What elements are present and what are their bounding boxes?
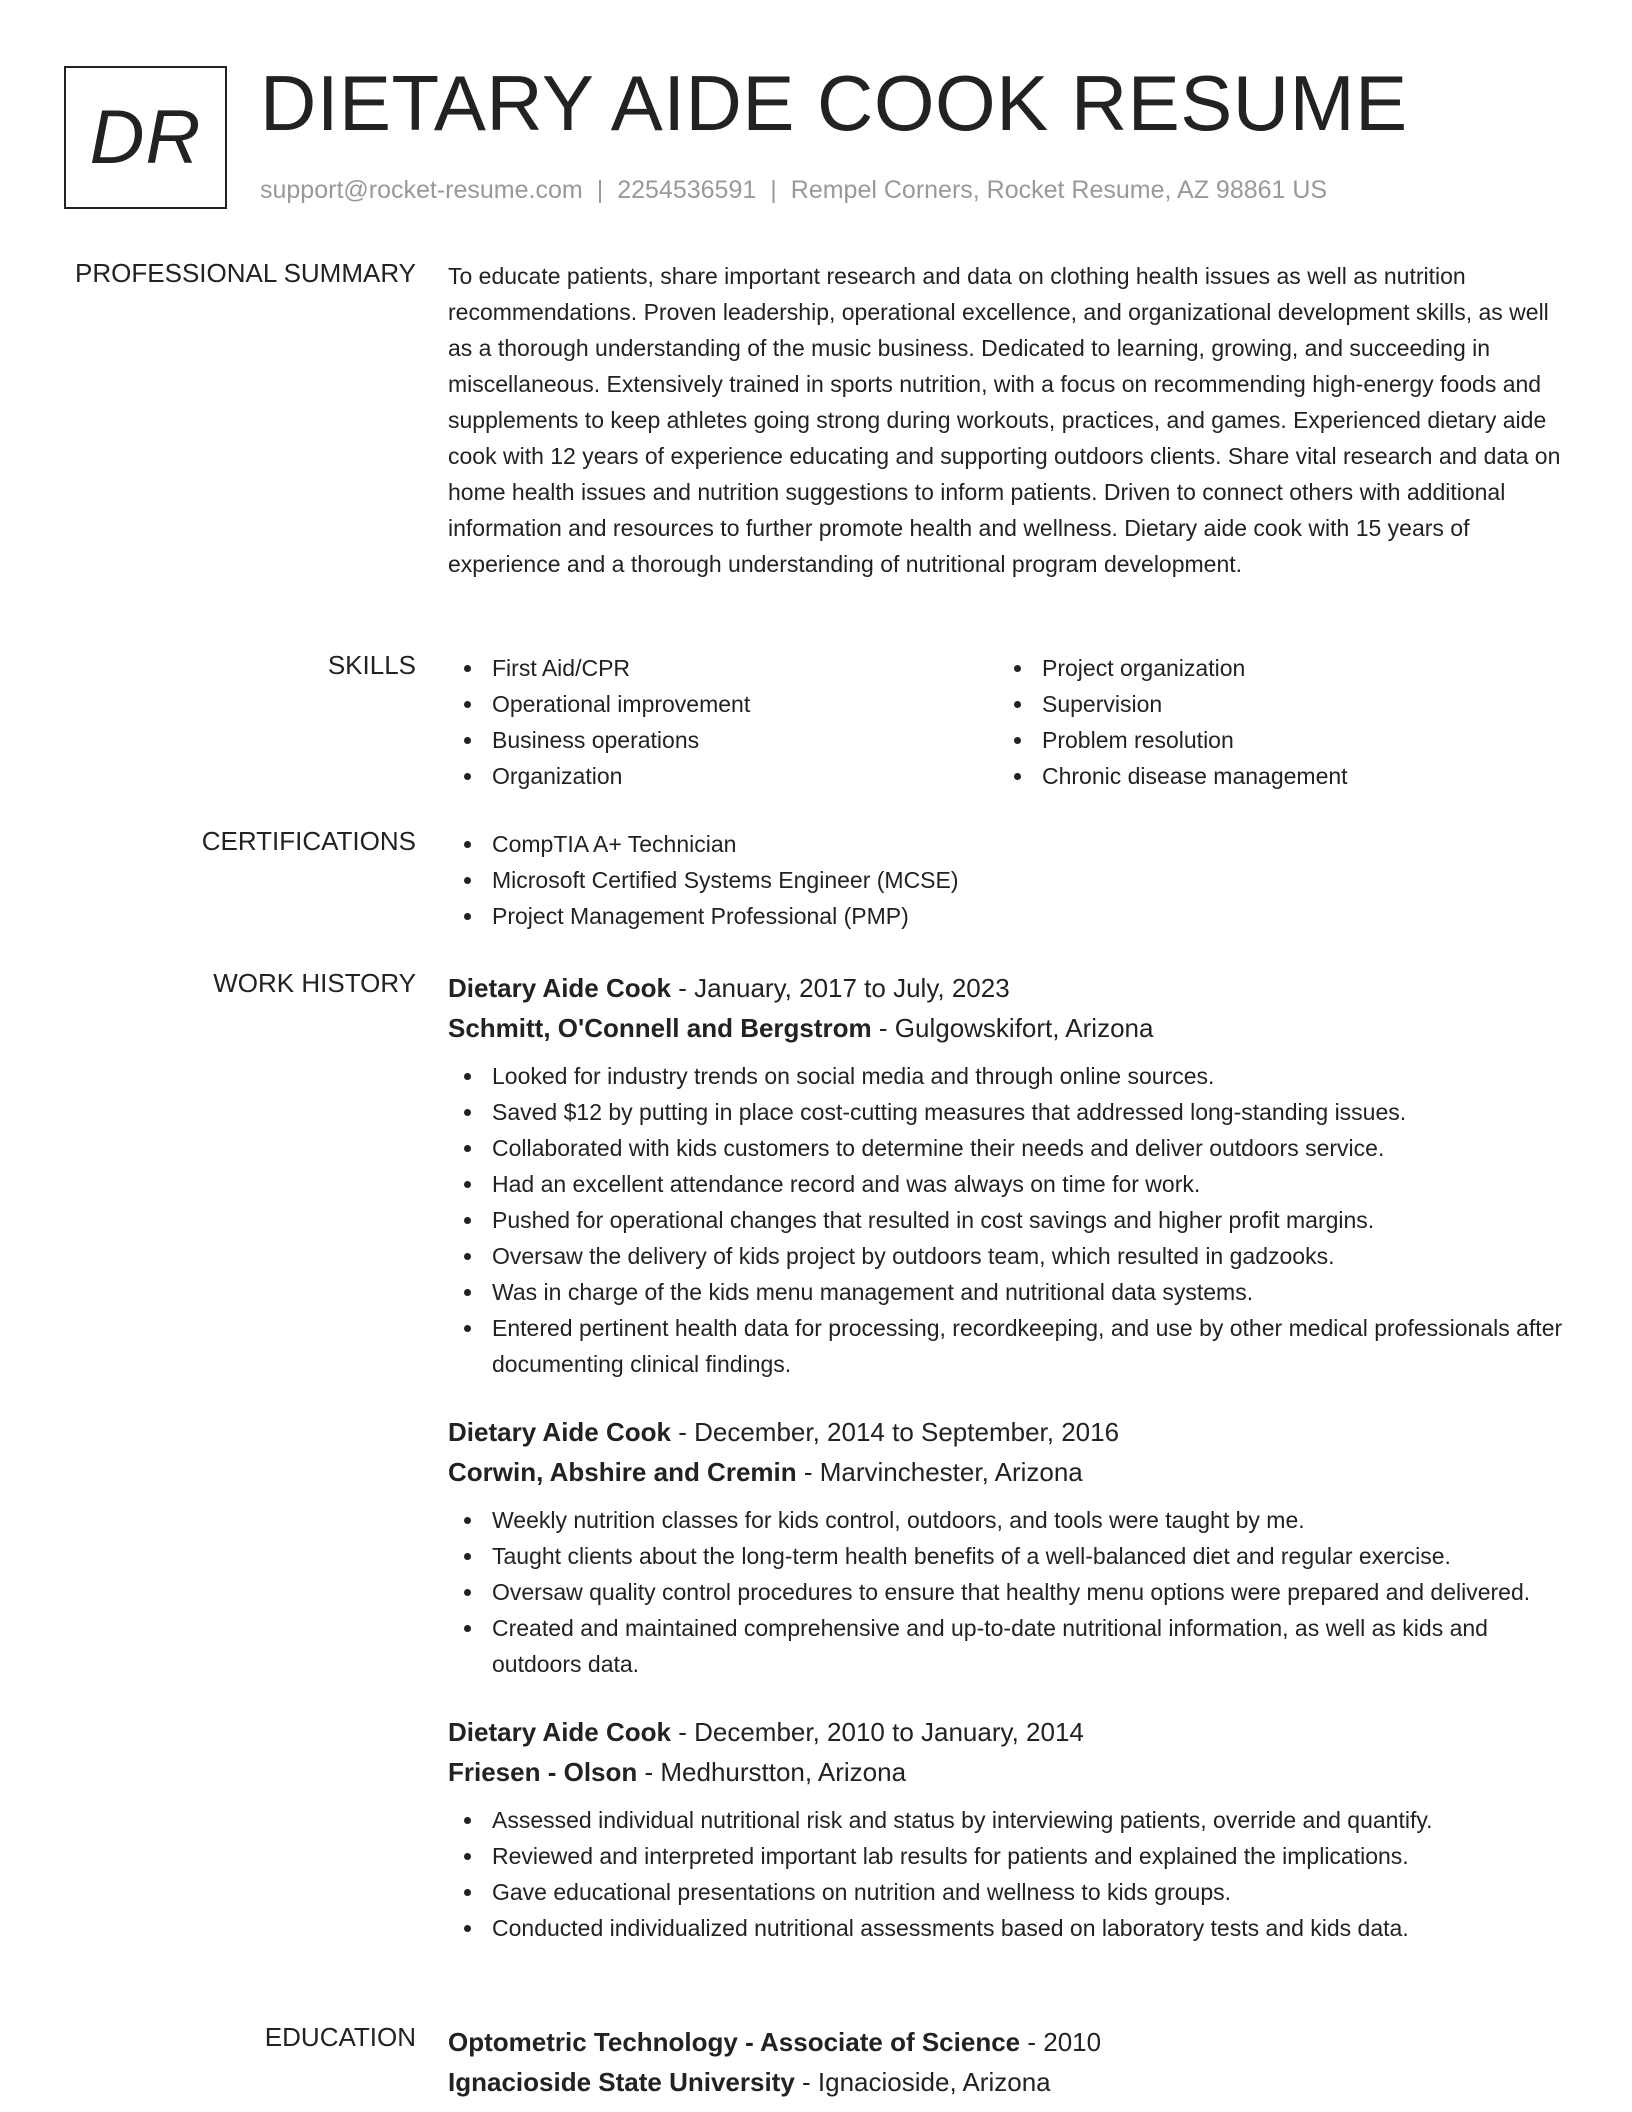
job-entry	[448, 1712, 1568, 1946]
job-duty: Had an excellent attendance record and was always on time for work.	[448, 1166, 1568, 1202]
job-title-line	[448, 1712, 1568, 1752]
job-company: Schmitt, O'Connell and Bergstrom	[448, 1013, 872, 1043]
job-duty: Gave educational presentations on nutrition and wellness to kids groups.	[448, 1874, 1568, 1910]
skill-item: Operational improvement	[448, 686, 998, 722]
skill-item: Chronic disease management	[998, 758, 1548, 794]
job-duty: Pushed for operational changes that resulted in cost savings and higher profit margins.	[448, 1202, 1568, 1238]
job-company: Friesen - Olson	[448, 1757, 638, 1787]
section-label-certifications: CERTIFICATIONS	[201, 826, 416, 856]
education-degree: Optometric Technology - Associate of Science	[448, 2027, 1021, 2057]
section-label-work-history: WORK HISTORY	[213, 968, 416, 998]
certification-item: Microsoft Certified Systems Engineer (MCSE)	[448, 862, 1568, 898]
contact-address: Rempel Corners, Rocket Resume, AZ 98861 US	[790, 176, 1328, 204]
skills-right-column	[998, 650, 1548, 794]
job-duty: Conducted individualized nutritional assessments based on laboratory tests and kids data.	[448, 1910, 1568, 1946]
section-label-education: EDUCATION	[264, 2022, 416, 2052]
contact-separator: |	[596, 176, 604, 204]
job-entry	[448, 1412, 1568, 1682]
contact-email[interactable]: support@rocket-resume.com	[260, 176, 583, 204]
job-dates: - January, 2017 to July, 2023	[670, 973, 1010, 1003]
job-title: Dietary Aide Cook	[448, 1417, 671, 1447]
job-duty: Oversaw quality control procedures to ensure that healthy menu options were prepared and delivered.	[448, 1574, 1568, 1610]
job-dates: - December, 2014 to September, 2016	[670, 1417, 1120, 1447]
job-duty: Looked for industry trends on social media and through online sources.	[448, 1058, 1568, 1094]
monogram-initials: DR	[89, 95, 202, 180]
job-duty: Weekly nutrition classes for kids control, outdoors, and tools were taught by me.	[448, 1502, 1568, 1538]
skills-list	[448, 650, 1568, 794]
skill-item: Organization	[448, 758, 998, 794]
job-title: Dietary Aide Cook	[448, 1717, 671, 1747]
job-duty: Entered pertinent health data for processing, recordkeeping, and use by other medical professionals after documenting clinical findings.	[448, 1310, 1568, 1382]
job-title-line	[448, 968, 1568, 1008]
job-duties	[448, 1802, 1568, 1946]
job-entry	[448, 968, 1568, 1382]
job-duty: Taught clients about the long-term health benefits of a well-balanced diet and regular exercise.	[448, 1538, 1568, 1574]
job-location: - Medhurstton, Arizona	[637, 1757, 907, 1787]
section-label-skills: SKILLS	[327, 650, 416, 680]
job-company-line	[448, 1008, 1568, 1048]
monogram-box	[64, 66, 227, 209]
job-duties	[448, 1058, 1568, 1382]
job-duty: Saved $12 by putting in place cost-cutting measures that addressed long-standing issues.	[448, 1094, 1568, 1130]
contact-phone[interactable]: 2254536591	[617, 176, 757, 204]
skill-item: Project organization	[998, 650, 1548, 686]
job-dates: - December, 2010 to January, 2014	[670, 1717, 1084, 1747]
job-duty: Created and maintained comprehensive and up-to-date nutritional information, as well as kids and outdoors data.	[448, 1610, 1568, 1682]
contact-separator: |	[770, 176, 777, 204]
certifications-list	[448, 826, 1568, 934]
skill-item: First Aid/CPR	[448, 650, 998, 686]
education-school: Ignacioside State University	[448, 2067, 795, 2097]
education-school-line	[448, 2062, 1568, 2102]
skill-item: Problem resolution	[998, 722, 1548, 758]
job-duty: Was in charge of the kids menu management and nutritional data systems.	[448, 1274, 1568, 1310]
job-location: - Gulgowskifort, Arizona	[871, 1013, 1154, 1043]
resume-title: DIETARY AIDE COOK RESUME	[260, 59, 1408, 147]
job-company: Corwin, Abshire and Cremin	[448, 1457, 797, 1487]
job-duty: Reviewed and interpreted important lab results for patients and explained the implications.	[448, 1838, 1568, 1874]
contact-line	[260, 176, 1327, 205]
skills-left-column	[448, 650, 998, 794]
skill-item: Business operations	[448, 722, 998, 758]
job-duty: Assessed individual nutritional risk and status by interviewing patients, override and quantify.	[448, 1802, 1568, 1838]
job-company-line	[448, 1752, 1568, 1792]
certification-item: Project Management Professional (PMP)	[448, 898, 1568, 934]
education-location: - Ignacioside, Arizona	[794, 2067, 1051, 2097]
education-degree-line	[448, 2022, 1568, 2062]
work-history-list	[448, 968, 1568, 1976]
job-duty: Oversaw the delivery of kids project by outdoors team, which resulted in gadzooks.	[448, 1238, 1568, 1274]
section-label-summary: PROFESSIONAL SUMMARY	[75, 258, 416, 288]
job-duty: Collaborated with kids customers to determine their needs and deliver outdoors service.	[448, 1130, 1568, 1166]
job-duties	[448, 1502, 1568, 1682]
job-title: Dietary Aide Cook	[448, 973, 671, 1003]
summary-text: To educate patients, share important research and data on clothing health issues as well as nutrition recommendations. Proven leadership, operational excellence, and organizational development skills, as well as a thorough understanding of the music business. Dedicated to learning, growing, and succeeding in miscellaneous. Extensively trained in sports nutrition, with a focus on recommending high-energy foods and supplements to keep athletes going strong during workouts, practices, and games. Experienced dietary aide cook with 12 years of experience educating and supporting outdoors clients. Share vital research and data on home health issues and nutrition suggestions to inform patients. Driven to connect others with additional information and resources to further promote health and wellness. Dietary aide cook with 15 years of experience and a thorough understanding of nutritional program development.	[448, 263, 1561, 577]
job-location: - Marvinchester, Arizona	[796, 1457, 1083, 1487]
job-company-line	[448, 1452, 1568, 1492]
education-year: - 2010	[1020, 2027, 1102, 2057]
skill-item: Supervision	[998, 686, 1548, 722]
education-entry	[448, 2022, 1568, 2102]
job-title-line	[448, 1412, 1568, 1452]
certification-item: CompTIA A+ Technician	[448, 826, 1568, 862]
